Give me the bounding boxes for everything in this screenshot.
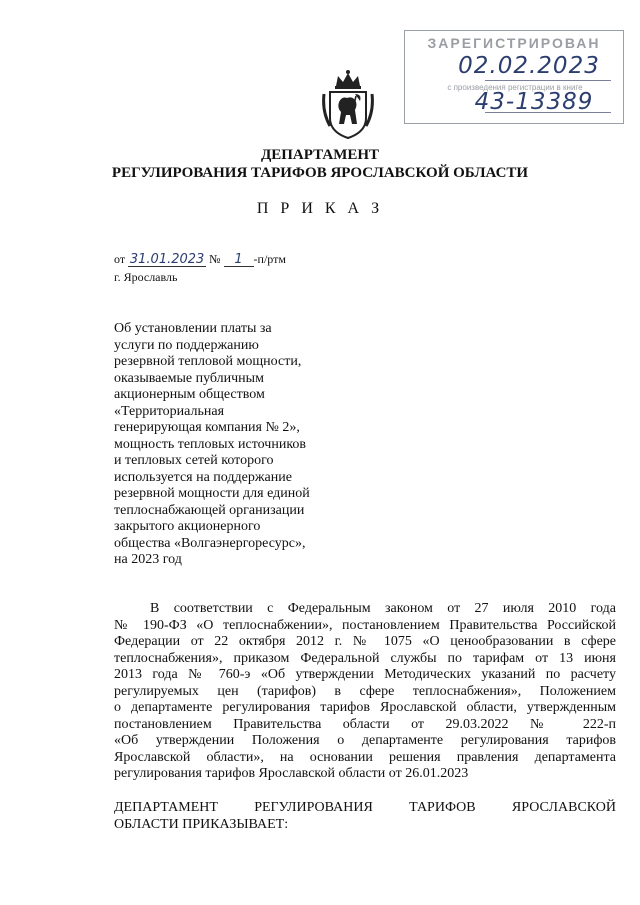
number-suffix: -п/ртм bbox=[253, 252, 286, 266]
subject-line: общества «Волгаэнергоресурс», bbox=[114, 535, 306, 551]
subject-line: Об установлении платы за bbox=[114, 321, 272, 336]
stamp-underline bbox=[485, 80, 611, 81]
subject-line: теплоснабжающей организации bbox=[114, 502, 305, 518]
body-line: «Об утверждении Положения о департаменте регулирования тарифов bbox=[114, 733, 616, 748]
resolution-line: ДЕПАРТАМЕНТ РЕГУЛИРОВАНИЯ ТАРИФОВ ЯРОСЛАВСКОЙ bbox=[114, 800, 616, 815]
body-line: Федерации от 22 октября 2012 г. № 1075 «О ценообразовании в сфере bbox=[114, 634, 616, 649]
body-line: регулирования тарифов Ярославской области от 26.01.2023 bbox=[114, 766, 469, 781]
order-meta bbox=[114, 252, 286, 267]
stamp-underline-2 bbox=[485, 112, 611, 113]
registration-stamp bbox=[404, 30, 624, 124]
order-resolution bbox=[114, 800, 616, 833]
from-label: от bbox=[114, 252, 126, 266]
subject-line: закрытого акционерного bbox=[114, 519, 261, 534]
stamp-date: 02.02.2023 bbox=[458, 53, 600, 79]
body-line: Ярославской области», на основании решения правления департамента bbox=[114, 749, 616, 765]
subject-line: оказываемые публичным bbox=[114, 370, 264, 386]
body-line: постановлением Правительства области от 29.03.2022 № 222-п bbox=[114, 716, 616, 732]
subject-line: и тепловых сетей которого bbox=[114, 453, 274, 468]
subject-line: резервной мощности для единой bbox=[114, 486, 310, 501]
resolution-line: ОБЛАСТИ ПРИКАЗЫВАЕТ: bbox=[114, 816, 289, 832]
stamp-number: 43-13389 bbox=[474, 89, 594, 115]
department-name-line2: РЕГУЛИРОВАНИЯ ТАРИФОВ ЯРОСЛАВСКОЙ ОБЛАСТИ bbox=[111, 165, 529, 181]
subject-line: «Территориальная bbox=[114, 403, 225, 419]
body-line: о департаменте регулирования тарифов Ярославской области, утвержденным bbox=[114, 700, 616, 715]
order-date: 31.01.2023 bbox=[129, 252, 205, 267]
stamp-caption: с произведения регистрации в книге bbox=[447, 83, 583, 92]
subject-line: резервной тепловой мощности, bbox=[114, 354, 302, 369]
subject-line: акционерным обществом bbox=[114, 387, 265, 402]
order-preamble bbox=[114, 601, 616, 783]
body-line: № 190-ФЗ «О теплоснабжении», постановлением Правительства Российской bbox=[114, 617, 616, 633]
body-line: 2013 года № 760-э «Об утверждении Методических указаний по расчету bbox=[114, 667, 616, 682]
subject-line: услуги по поддержанию bbox=[114, 337, 259, 353]
subject-line: мощность тепловых источников bbox=[114, 436, 307, 452]
subject-line: генерирующая компания № 2», bbox=[114, 420, 300, 435]
body-line: теплоснабжения», приказом Федеральной службы по тарифам от 13 июня bbox=[114, 650, 616, 666]
coat-of-arms-icon bbox=[322, 68, 374, 140]
body-line: регулируемых цен (тарифов) в сфере теплоснабжения», Положением bbox=[114, 683, 616, 699]
city: г. Ярославль bbox=[114, 270, 178, 284]
stamp-header: ЗАРЕГИСТРИРОВАН bbox=[427, 35, 601, 51]
order-subject bbox=[114, 321, 354, 569]
subject-line: используется на поддержание bbox=[114, 469, 292, 485]
subject-line: на 2023 год bbox=[114, 552, 182, 567]
body-line: В соответствии с Федеральным законом от 27 июля 2010 года bbox=[150, 601, 616, 616]
order-number: 1 bbox=[224, 253, 254, 267]
number-label: № bbox=[209, 252, 221, 266]
document-type: П Р И К А З bbox=[256, 200, 384, 217]
department-name-line1: ДЕПАРТАМЕНТ bbox=[260, 147, 380, 163]
